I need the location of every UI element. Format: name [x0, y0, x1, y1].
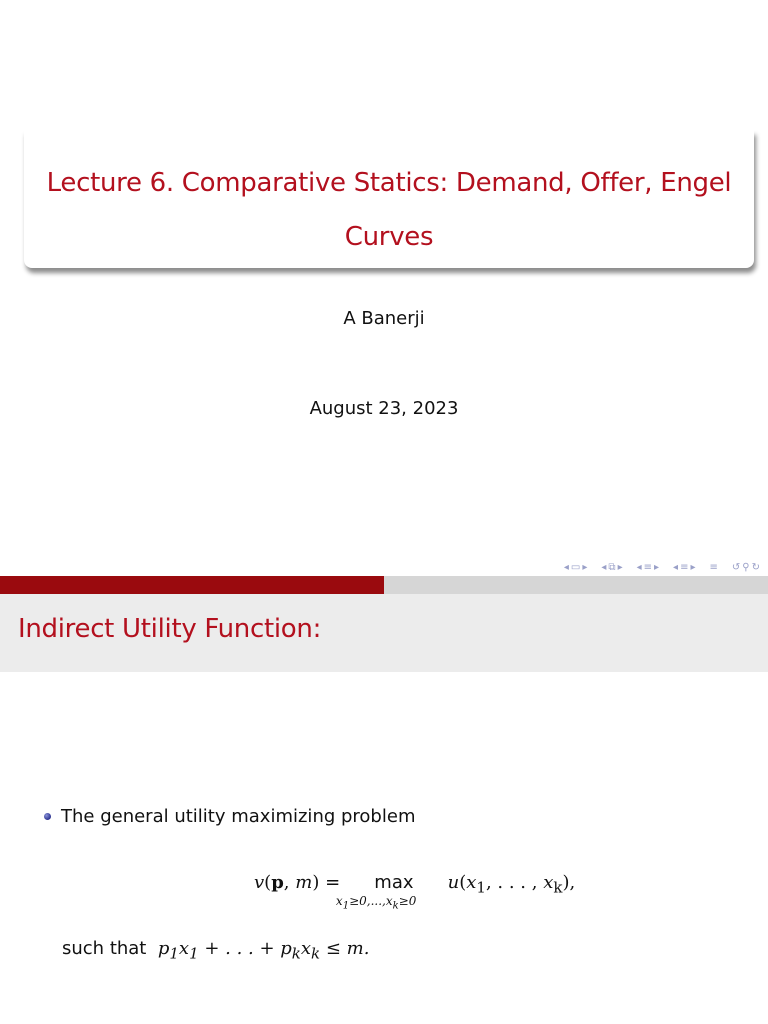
- nav-prev-icon[interactable]: ◂: [673, 561, 679, 573]
- frame-icon[interactable]: ⧉: [608, 561, 616, 573]
- beamer-navigation[interactable]: [556, 559, 760, 575]
- title-box: [24, 130, 754, 268]
- align-icon[interactable]: ≡: [709, 561, 718, 573]
- formula-rhs: $u(x_1$, . . . , $x_k$),: [447, 872, 576, 897]
- frame-header: [0, 594, 768, 672]
- nav-subsection-group[interactable]: [637, 562, 659, 573]
- nav-prev-icon[interactable]: ◂: [601, 561, 607, 573]
- header-bar-right: [384, 576, 768, 594]
- bullet-text: The general utility maximizing problem: [61, 806, 416, 827]
- utility-formula: [254, 872, 576, 912]
- author: A Banerji: [343, 308, 425, 329]
- title-line-1: Lecture 6. Comparative Statics: Demand, Offer, Engel: [46, 168, 732, 198]
- section-icon[interactable]: ≡: [680, 561, 689, 573]
- nav-next-icon[interactable]: ▸: [617, 561, 623, 573]
- list-item: [44, 806, 415, 827]
- nav-align-group[interactable]: [710, 562, 718, 573]
- max-subscript: $x_1\ge 0,...,x_k\ge 0$: [335, 894, 417, 912]
- lecture-title: [24, 156, 754, 264]
- subsection-icon[interactable]: ≡: [643, 561, 653, 573]
- search-icon[interactable]: ⚲: [742, 561, 750, 573]
- nav-next-icon[interactable]: ▸: [654, 561, 660, 573]
- constraint-prefix: such that: [62, 938, 147, 959]
- bullet-icon: [44, 813, 51, 820]
- nav-next-icon[interactable]: ▸: [582, 561, 588, 573]
- nav-prev-icon[interactable]: ◂: [636, 561, 642, 573]
- frame-icon[interactable]: ▭: [570, 561, 581, 573]
- constraint-math: $p_1x_1$ + . . . + $p_kx_k \le m$.: [152, 938, 370, 963]
- nav-search-group[interactable]: [732, 562, 760, 573]
- max-operator: [335, 872, 442, 912]
- budget-constraint: [62, 938, 369, 963]
- zoom-icon[interactable]: ↻: [751, 561, 760, 573]
- date: August 23, 2023: [309, 398, 459, 419]
- nav-slide-group[interactable]: [564, 562, 588, 573]
- nav-prev-icon[interactable]: ◂: [563, 561, 569, 573]
- nav-frame-group[interactable]: [601, 562, 622, 573]
- nav-section-group[interactable]: [673, 562, 695, 573]
- header-bar: [0, 576, 768, 594]
- max-text: max: [374, 872, 414, 893]
- zoom-icon[interactable]: ↺: [731, 561, 741, 573]
- nav-next-icon[interactable]: ▸: [690, 561, 696, 573]
- frame-title: Indirect Utility Function:: [18, 614, 322, 644]
- formula-lhs: v(p, m) =: [254, 872, 341, 893]
- header-bar-left: [0, 576, 384, 594]
- title-line-2: Curves: [344, 222, 434, 252]
